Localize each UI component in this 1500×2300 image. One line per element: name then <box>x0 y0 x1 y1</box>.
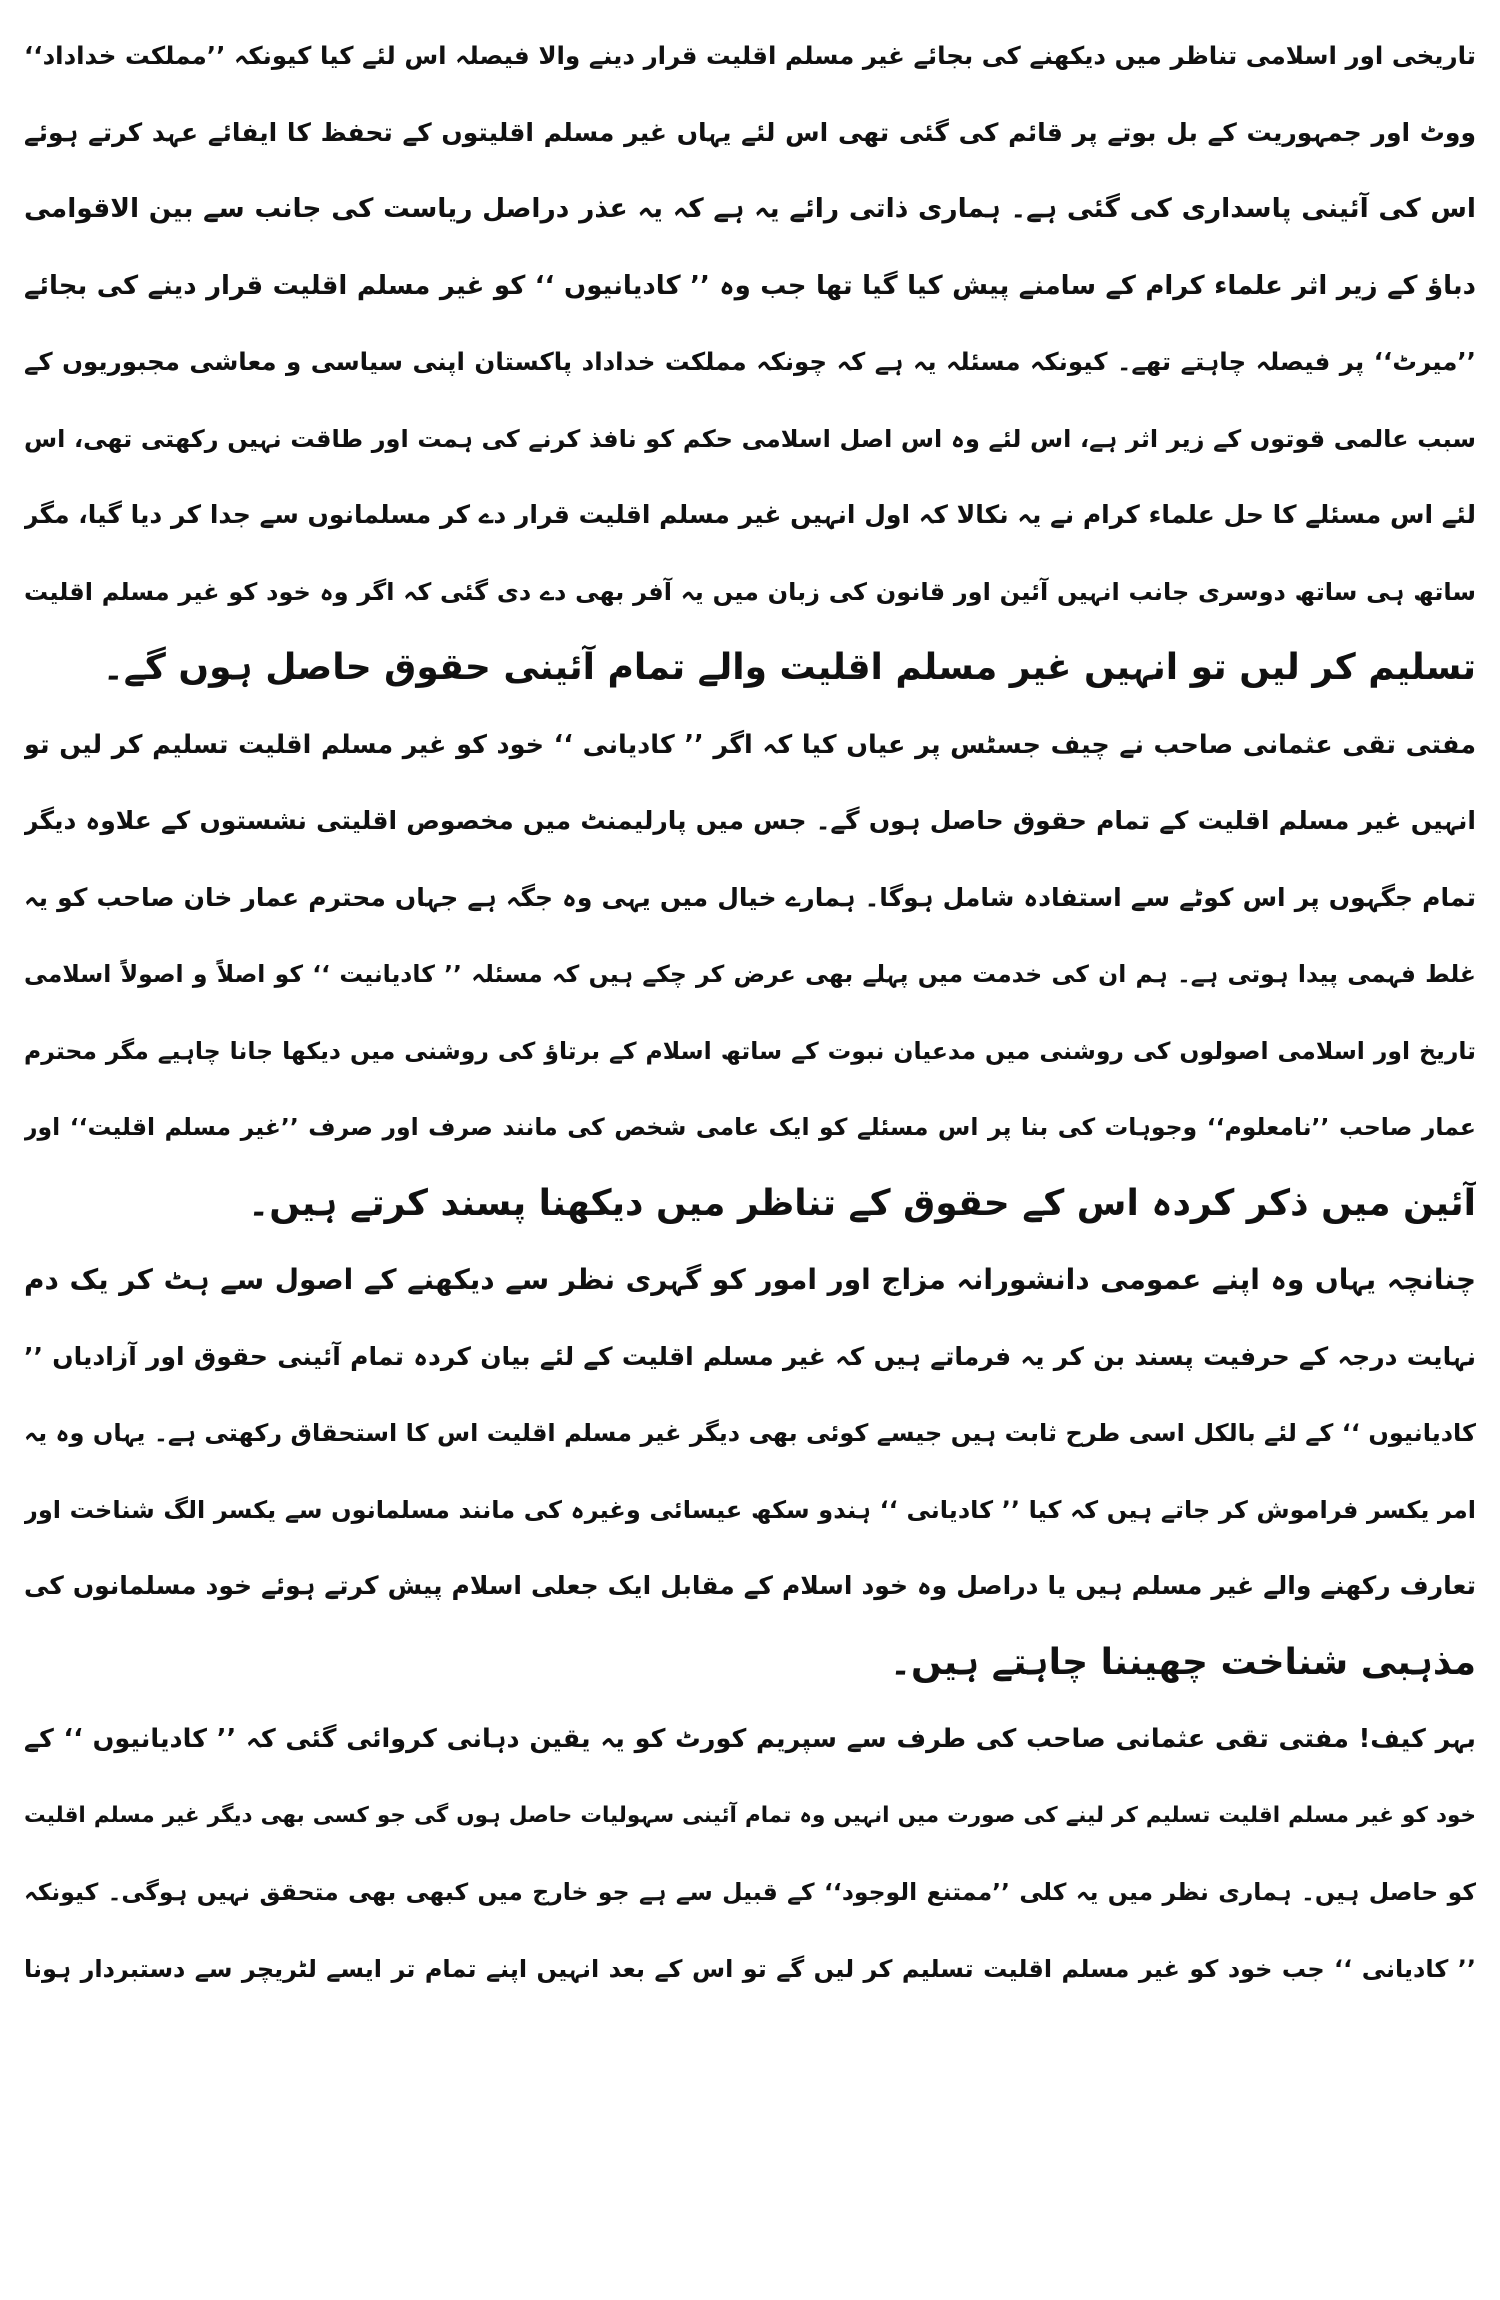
paragraph-4 <box>24 1701 1476 2007</box>
text-line: کادیانیوں ‘‘ کے لئے بالکل اسی طرح ثابت ہیں جیسے کوئی بھی دیگر غیر مسلم اقلیت اس کا استحقاق رکھتی ہے۔ یہاں وہ یہ <box>24 1419 1476 1447</box>
text-line: آئین میں ذکر کردہ اس کے حقوق کے تناظر میں دیکھنا پسند کرتے ہیں۔ <box>248 1182 1476 1224</box>
text-line: ’’میرٹ‘‘ پر فیصلہ چاہتے تھے۔ کیونکہ مسئلہ یہ ہے کہ چونکہ مملکت خداداد پاکستان اپنی سیاسی و معاشی مجبوریوں کے <box>24 347 1476 376</box>
text-line: امر یکسر فراموش کر جاتے ہیں کہ کیا ’’ کادیانی ‘‘ ہندو سکھ عیسائی وغیرہ کی مانند مسلمانوں سے یکسر الگ شناخت اور <box>24 1495 1476 1524</box>
text-line: بہر کیف! مفتی تقی عثمانی صاحب کی طرف سے سپریم کورٹ کو یہ یقین دہانی کروائی گئی کہ ’’ کادیانیوں ‘‘ کے <box>24 1724 1476 1754</box>
text-line: مفتی تقی عثمانی صاحب نے چیف جسٹس پر عیاں کیا کہ اگر ’’ کادیانی ‘‘ خود کو غیر مسلم اقلیت تسلیم کر لیں تو <box>24 729 1476 760</box>
text-line: تسلیم کر لیں تو انہیں غیر مسلم اقلیت والے تمام آئینی حقوق حاصل ہوں گے۔ <box>102 647 1476 688</box>
text-line: نہایت درجہ کے حرفیت پسند بن کر یہ فرماتے ہیں کہ غیر مسلم اقلیت کے لئے بیان کردہ تمام آئینی حقوق اور آزادیاں ’’ <box>24 1341 1476 1371</box>
text-line: کو حاصل ہیں۔ ہماری نظر میں یہ کلی ’’ممتنع الوجود‘‘ کے قبیل سے ہے جو خارج میں کبھی بھی متحقق نہیں ہوگی۔ کیونکہ <box>24 1878 1476 1906</box>
text-line: انہیں غیر مسلم اقلیت کے تمام حقوق حاصل ہوں گے۔ جس میں پارلیمنٹ میں مخصوص اقلیتی نشستوں کے علاوہ دیگر <box>24 806 1476 835</box>
text-line: سبب عالمی قوتوں کے زیر اثر ہے، اس لئے وہ اس اصل اسلامی حکم کو نافذ کرنے کی ہمت اور طاقت نہیں رکھتی تھی، اس <box>24 424 1476 453</box>
paragraph-1 <box>24 18 1476 707</box>
text-line: ساتھ ہی ساتھ دوسری جانب انہیں آئین اور قانون کی زبان میں یہ آفر بھی دے دی گئی کہ اگر وہ خود کو غیر مسلم اقلیت <box>24 577 1476 606</box>
text-line: چنانچہ یہاں وہ اپنے عمومی دانشورانہ مزاج اور امور کو گہری نظر سے دیکھنے کے اصول سے ہٹ کر یک دم <box>24 1263 1476 1296</box>
text-line: خود کو غیر مسلم اقلیت تسلیم کر لینے کی صورت میں انہیں وہ تمام آئینی سہولیات حاصل ہوں گی جو کسی بھی دیگر غیر مسلم اقلیت <box>24 1802 1476 1828</box>
text-line: عمار صاحب ’’نامعلوم‘‘ وجوہات کی بنا پر اس مسئلے کو ایک عامی شخص کی مانند صرف اور صرف ’’غیر مسلم اقلیت‘‘ اور <box>24 1113 1476 1141</box>
paragraph-2 <box>24 707 1476 1243</box>
text-line: دباؤ کے زیر اثر علماء کرام کے سامنے پیش کیا گیا تھا جب وہ ’’ کادیانیوں ‘‘ کو غیر مسلم اقلیت قرار دینے کی بجائے <box>24 270 1476 301</box>
text-line: لئے اس مسئلے کا حل علماء کرام نے یہ نکالا کہ اول انہیں غیر مسلم اقلیت قرار دے کر مسلمانوں سے جدا کر دیا گیا، مگر <box>24 500 1476 529</box>
text-line: تاریخ اور اسلامی اصولوں کی روشنی میں مدعیان نبوت کے ساتھ اسلام کے برتاؤ کی روشنی میں دیکھا جانا چاہیے مگر محترم <box>24 1036 1476 1065</box>
text-line: مذہبی شناخت چھیننا چاہتے ہیں۔ <box>889 1641 1476 1683</box>
text-line: اس کی آئینی پاسداری کی گئی ہے۔ ہماری ذاتی رائے یہ ہے کہ یہ عذر دراصل ریاست کی جانب سے بین الاقوامی <box>24 193 1476 224</box>
text-line: تمام جگہوں پر اس کوٹے سے استفادہ شامل ہوگا۔ ہمارے خیال میں یہی وہ جگہ ہے جہاں محترم عمار خان صاحب کو یہ <box>24 882 1476 912</box>
text-line: ووٹ اور جمہوریت کے بل بوتے پر قائم کی گئی تھی اس لئے یہاں غیر مسلم اقلیتوں کے تحفظ کا ایفائے عہد کرتے ہوئے <box>24 117 1476 147</box>
text-line: تعارف رکھنے والے غیر مسلم ہیں یا دراصل وہ خود اسلام کے مقابل ایک جعلی اسلام پیش کرتے ہوئے خود مسلمانوں کی <box>24 1571 1476 1600</box>
text-line: ’’ کادیانی ‘‘ جب خود کو غیر مسلم اقلیت تسلیم کر لیں گے تو اس کے بعد انہیں اپنے تمام تر ایسے لٹریچر سے دستبردار ہونا <box>24 1954 1476 1983</box>
text-line: غلط فہمی پیدا ہوتی ہے۔ ہم ان کی خدمت میں پہلے بھی عرض کر چکے ہیں کہ مسئلہ ’’ کادیانیت ‘‘ کو اصلاً و اصولاً اسلامی <box>24 960 1476 988</box>
paragraph-3 <box>24 1242 1476 1701</box>
text-line: تاریخی اور اسلامی تناظر میں دیکھنے کی بجائے غیر مسلم اقلیت قرار دینے والا فیصلہ اس لئے کیا کیونکہ ’’مملکت خداداد‘‘ <box>24 41 1476 70</box>
